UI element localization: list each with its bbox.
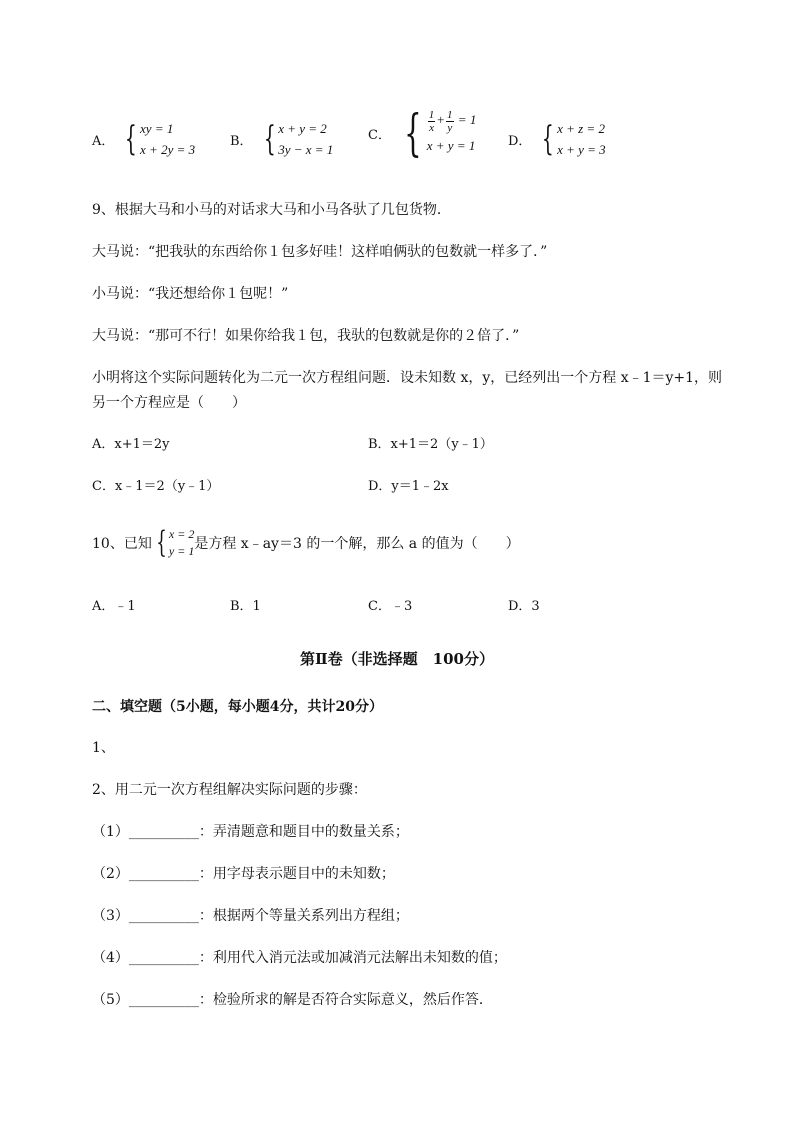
fill-blank-section-heading: 二、填空题（5小题，每小题4分，共计20分） [92,699,383,715]
left-brace-icon: { [404,104,422,162]
q8-option-d: D． { x + z = 2 x + y = 3 [508,119,606,159]
q10-stem: 10、已知 { x = 2 y = 1 是方程 x﹣ay＝3 的一个解，那么 a 的值为（ ） [92,525,520,560]
part2-title: 第Ⅱ卷（非选择题 100分） [300,650,494,668]
q8-option-a: A． { xy = 1 x + 2y = 3 [92,119,196,159]
fraction-1-over-x: $\frac{1}{x}$ [428,108,435,134]
fill-q2-step-2: （2）__________：用字母表示题目中的未知数； [92,866,395,882]
q9-option-d: D．y＝1﹣2x [368,479,449,494]
fill-q2: 2、用二元一次方程组解决实际问题的步骤： [92,782,367,798]
q10-option-c: C．﹣3 [368,599,413,614]
left-brace-icon: { [263,119,276,159]
fraction-1-over-y: $\frac{1}{y}$ [447,108,453,134]
fill-q2-step-4: （4）__________：利用代入消元法或加减消元法解出未知数的值； [92,950,507,966]
fill-q2-step-1: （1）__________：弄清题意和题目中的数量关系； [92,824,409,840]
fill-q2-step-5: （5）__________：检验所求的解是否符合实际意义，然后作答． [92,992,493,1008]
q9-option-b: B．x+1＝2（y﹣1） [368,437,493,452]
left-brace-icon: { [125,119,138,159]
q9-problem-line-2: 另一个方程应是（ ） [92,395,246,411]
q10-option-b: B．1 [230,599,261,614]
fill-q2-step-3: （3）__________：根据两个等量关系列出方程组； [92,908,409,924]
q10-option-a: A．﹣1 [92,599,136,614]
left-brace-icon: { [156,525,167,560]
q9-option-c: C．x﹣1＝2（y﹣1） [92,479,220,494]
q9-dialogue-1: 大马说：“把我驮的东西给你１包多好哇！这样咱俩驮的包数就一样多了．” [92,244,548,260]
left-brace-icon: { [542,119,555,159]
q9-stem: 9、根据大马和小马的对话求大马和小马各驮了几包货物． [92,202,451,218]
q9-dialogue-3: 大马说：“那可不行！如果你给我１包，我驮的包数就是你的２倍了．” [92,328,520,344]
q8-option-c: C． { $\frac{1}{x}$ + $\frac{1}{y}$ = 1 x + y = 1 [368,104,477,162]
q10-option-d: D．3 [508,599,540,614]
fill-q1: 1、 [92,740,115,756]
q9-option-a: A．x+1＝2y [92,437,170,452]
q9-problem-line-1: 小明将这个实际问题转化为二元一次方程组问题．设未知数 x，y，已经列出一个方程 x﹣1＝y+1，则 [92,370,723,386]
q8-option-b: B． { x + y = 2 3y − x = 1 [230,119,334,159]
q9-dialogue-2: 小马说：“我还想给你１包呢！” [92,286,289,302]
